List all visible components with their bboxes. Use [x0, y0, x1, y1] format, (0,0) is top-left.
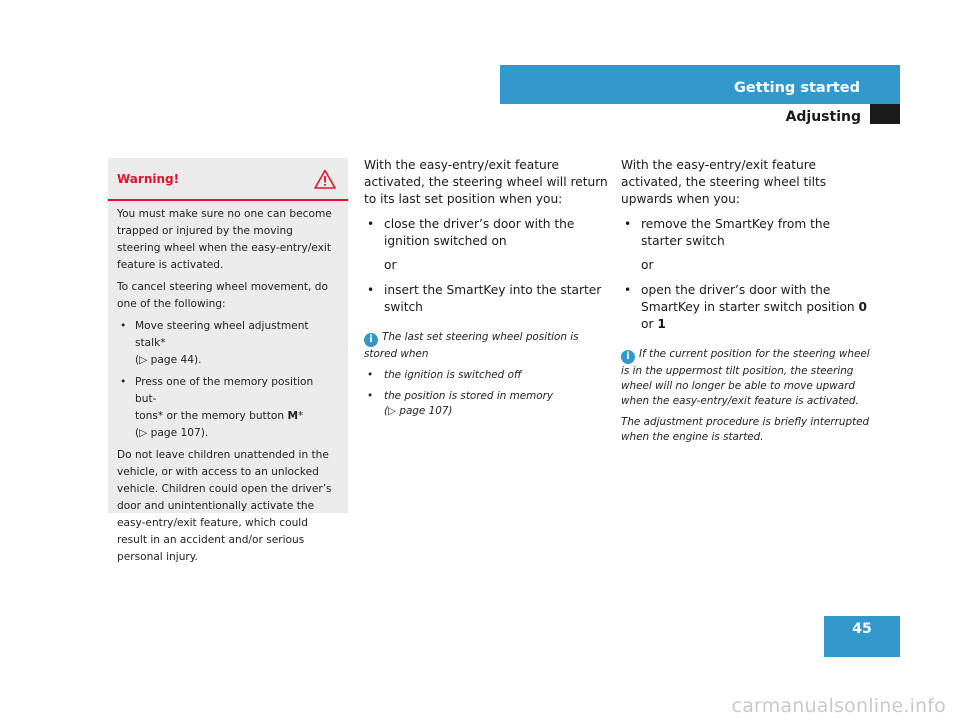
- warning-label: Warning!: [117, 172, 180, 186]
- memory-button-label: M: [287, 410, 298, 422]
- warning-paragraph: To cancel steering wheel movement, do one of the following:: [117, 281, 328, 310]
- info-note: [364, 330, 614, 419]
- or-separator: or: [641, 258, 654, 272]
- bullet-text: *: [297, 410, 304, 422]
- note-bullet-text: the position is stored in memory: [384, 390, 554, 402]
- list-item: • insert the SmartKey into the starter switch: [364, 282, 614, 316]
- warning-paragraph: You must make sure no one can become trapped or injured by the moving steering wheel when the easy-entry/exit feature is activated.: [117, 208, 332, 271]
- switch-position-1: 1: [657, 317, 666, 331]
- switch-position-0: 0: [858, 300, 868, 314]
- list-item-text: open the driver’s door with the SmartKey in starter switch position: [641, 283, 859, 314]
- bullet-text: tons* or the memory button: [135, 410, 288, 422]
- thumb-tab: [870, 104, 900, 124]
- warning-triangle-icon: [314, 169, 336, 189]
- bullet-text: Press one of the memory position but-: [135, 376, 314, 405]
- page-number: 45: [824, 616, 900, 657]
- warning-body: [108, 201, 348, 566]
- list-item: • close the driver’s door with the ignition switched on: [364, 216, 614, 250]
- warning-paragraph: Do not leave children unattended in the vehicle, or with access to an unlocked vehicle. Children could open the driver’s door and unintentionally activate the easy-entry/exit feature, which could result in an accident and/or serious personal injury.: [117, 449, 332, 563]
- column-tilt-upwards: [621, 157, 871, 445]
- warning-box: [108, 158, 348, 563]
- intro-text: With the easy-entry/exit feature activated, the steering wheel will return to its last set position when you:: [364, 158, 608, 206]
- note-text: [621, 347, 871, 409]
- note-body: If the current position for the steering wheel is in the uppermost tilt position, the steering wheel will no longer be able to move upward when the easy-entry/exit feature is activated.: [621, 348, 870, 407]
- or-separator: or: [384, 258, 397, 272]
- note-text: [364, 330, 614, 362]
- bullet-text: Move steering wheel adjustment stalk*: [135, 320, 309, 349]
- column-return-position: [364, 157, 614, 419]
- warning-header: [108, 158, 348, 201]
- page-reference: (▷ page 44).: [135, 354, 202, 366]
- section-title: Getting started: [734, 80, 860, 96]
- intro-text: With the easy-entry/exit feature activated, the steering wheel tilts upwards when you:: [621, 158, 827, 206]
- info-icon: i: [364, 333, 378, 347]
- note-text: The adjustment procedure is briefly interrupted when the engine is started.: [621, 416, 870, 443]
- section-subtitle: Adjusting: [785, 109, 861, 125]
- or-text: or: [641, 317, 658, 331]
- header-band: [500, 65, 900, 104]
- note-bullet: • the ignition is switched off: [364, 368, 614, 383]
- page-reference: (▷ page 107).: [135, 427, 209, 439]
- list-item: [621, 282, 871, 333]
- warning-bullet: [117, 318, 338, 369]
- list-item: • remove the SmartKey from the starter switch: [621, 216, 871, 250]
- warning-bullet: [117, 374, 338, 442]
- info-icon: i: [621, 350, 635, 364]
- note-bullet: [364, 389, 614, 419]
- watermark: carmanualsonline.info: [731, 695, 946, 717]
- info-note: [621, 347, 871, 445]
- page-reference: (▷ page 107): [384, 405, 453, 417]
- note-body: The last set steering wheel position is stored when: [364, 331, 579, 360]
